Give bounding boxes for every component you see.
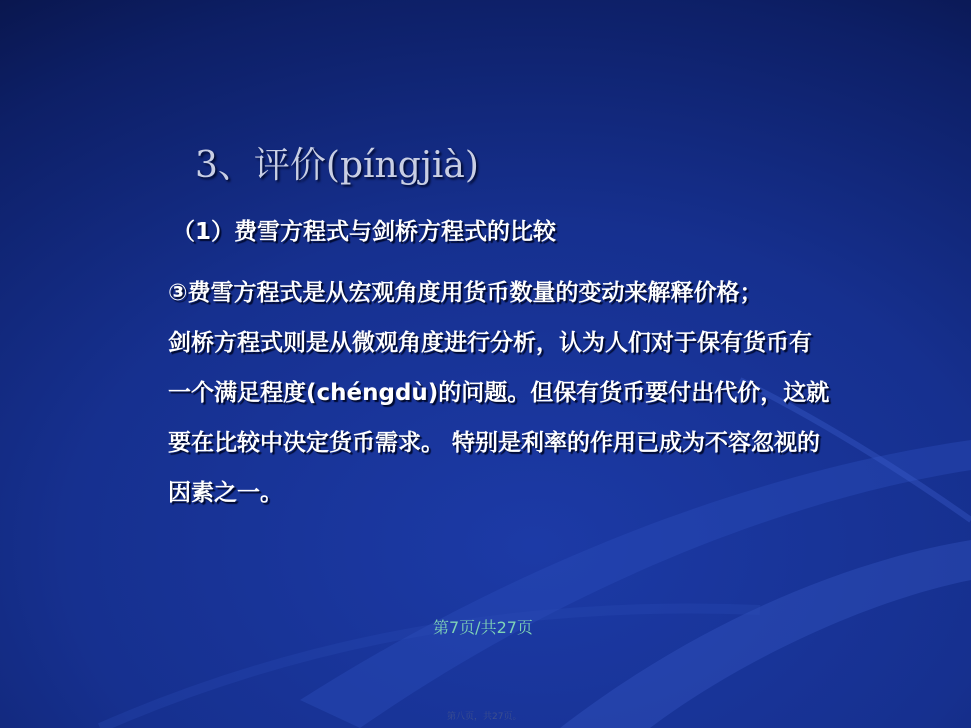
- slide-subtitle: （1）费雪方程式与剑桥方程式的比较: [172, 219, 557, 245]
- body-paragraph-fisher: ③费雪方程式是从宏观角度用货币数量的变动来解释价格；: [168, 280, 763, 306]
- page-indicator: 第7页/共27页: [433, 618, 533, 637]
- slide-body: [168, 268, 833, 518]
- footer-note: 第八页，共27页。: [447, 712, 522, 722]
- body-paragraph-cambridge: 剑桥方程式则是从微观角度进行分析，认为人们对于保有货币有一个满足程度(chéngdù)的问题。但保有货币要付出代价，这就要在比较中决定货币需求。 特别是利率的作用已成为不容忽视的因素之一。: [168, 330, 830, 506]
- slide-title: 3、评价(píngjià): [195, 145, 479, 186]
